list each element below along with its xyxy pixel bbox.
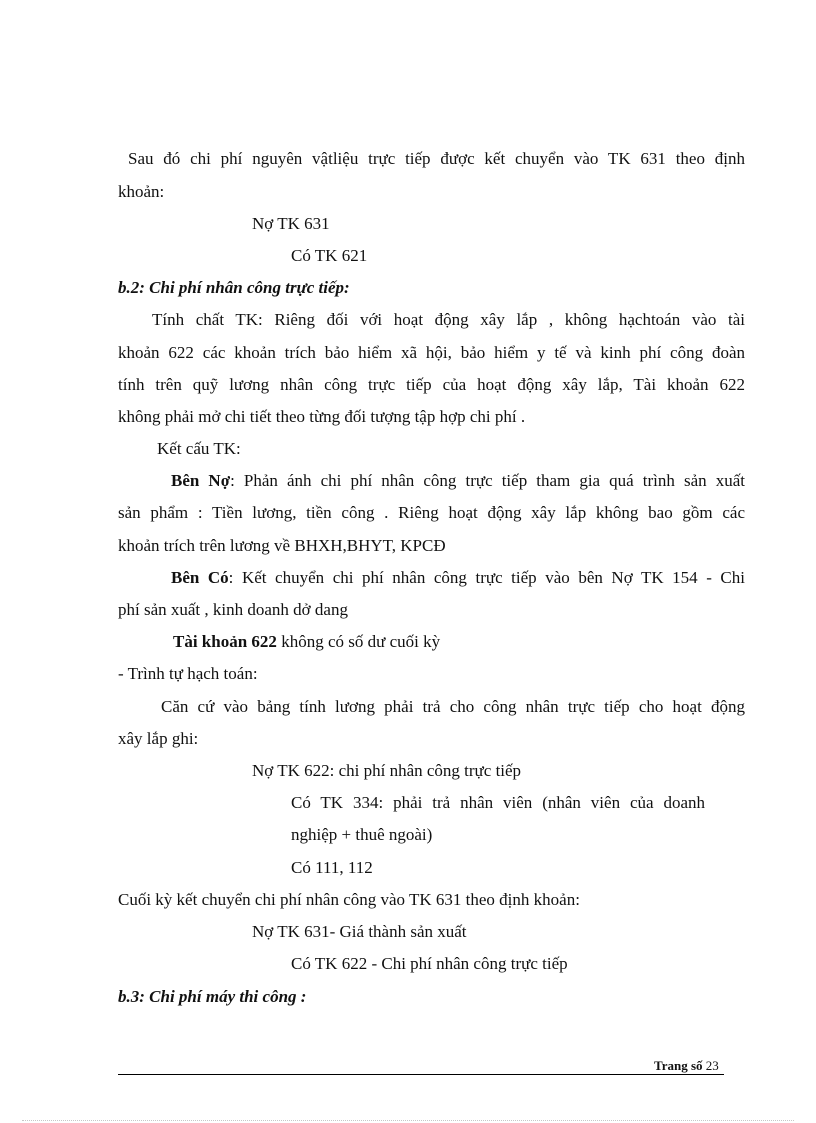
account-text: không có số dư cuối kỳ xyxy=(276,632,441,651)
paragraph-line: Căn cứ vào bảng tính lương phải trả cho công nhân trực tiếp cho hoạt động xyxy=(161,697,745,716)
paragraph-line xyxy=(173,631,440,653)
credit-side-text: : Kết chuyển chi phí nhân công trực tiếp vào bên Nợ TK 154 - Chi xyxy=(228,568,745,587)
paragraph-line: phí sản xuất , kinh doanh dở dang xyxy=(118,600,348,619)
paragraph-line: Sau đó chi phí nguyên vậtliệu trực tiếp được kết chuyển vào TK 631 theo định xyxy=(128,149,745,168)
journal-entry-debit: Nợ TK 631- Giá thành sản xuất xyxy=(252,922,467,941)
paragraph-line xyxy=(171,470,745,492)
journal-entry-credit: nghiệp + thuê ngoài) xyxy=(291,825,433,844)
paragraph-line: Tính chất TK: Riêng đối với hoạt động xây lắp , không hạchtoán vào tài xyxy=(152,310,745,329)
page-number-label: Trang số xyxy=(654,1058,703,1073)
paragraph-line: khoản trích trên lương về BHXH,BHYT, KPCĐ xyxy=(118,536,446,555)
paragraph-line: xây lắp ghi: xyxy=(118,729,199,748)
section-heading: b.2: Chi phí nhân công trực tiếp: xyxy=(118,278,350,297)
journal-entry-credit: Có TK 622 - Chi phí nhân công trực tiếp xyxy=(291,954,568,973)
paragraph-line: khoản: xyxy=(118,182,165,201)
paragraph-line: không phải mở chi tiết theo từng đối tượng tập hợp chi phí . xyxy=(118,407,526,426)
page-number-value: 23 xyxy=(705,1058,719,1073)
journal-entry-debit: Nợ TK 631 xyxy=(252,214,330,233)
paragraph-line: tính trên quỹ lương nhân công trực tiếp của hoạt động xây lắp, Tài khoản 622 xyxy=(118,375,745,394)
debit-side-text: : Phản ánh chi phí nhân công trực tiếp tham gia quá trình sản xuất xyxy=(230,471,745,490)
debit-side-label: Bên Nợ xyxy=(171,471,231,490)
paragraph-line: khoản 622 các khoản trích bảo hiểm xã hội, bảo hiểm y tế và kinh phí công đoàn xyxy=(118,343,745,362)
journal-entry-debit: Nợ TK 622: chi phí nhân công trực tiếp xyxy=(252,761,522,780)
footer-divider xyxy=(118,1074,724,1075)
paragraph-line xyxy=(171,567,745,589)
paragraph-line: Cuối kỳ kết chuyển chi phí nhân công vào TK 631 theo định khoản: xyxy=(118,890,580,909)
journal-entry-credit: Có TK 621 xyxy=(291,246,368,265)
account-label: Tài khoản 622 xyxy=(173,632,277,651)
page-number xyxy=(654,1059,719,1073)
credit-side-label: Bên Có xyxy=(171,568,229,587)
paragraph-line: - Trình tự hạch toán: xyxy=(118,664,258,683)
journal-entry-credit: Có TK 334: phải trả nhân viên (nhân viên của doanh xyxy=(291,793,705,812)
paragraph-line: Kết cấu TK: xyxy=(157,439,241,458)
page-bottom-edge xyxy=(22,1120,794,1121)
journal-entry-credit: Có 111, 112 xyxy=(291,858,373,877)
section-heading: b.3: Chi phí máy thi công : xyxy=(118,987,307,1006)
paragraph-line: sản phẩm : Tiền lương, tiền công . Riêng hoạt động xây lắp không bao gồm các xyxy=(118,503,745,522)
